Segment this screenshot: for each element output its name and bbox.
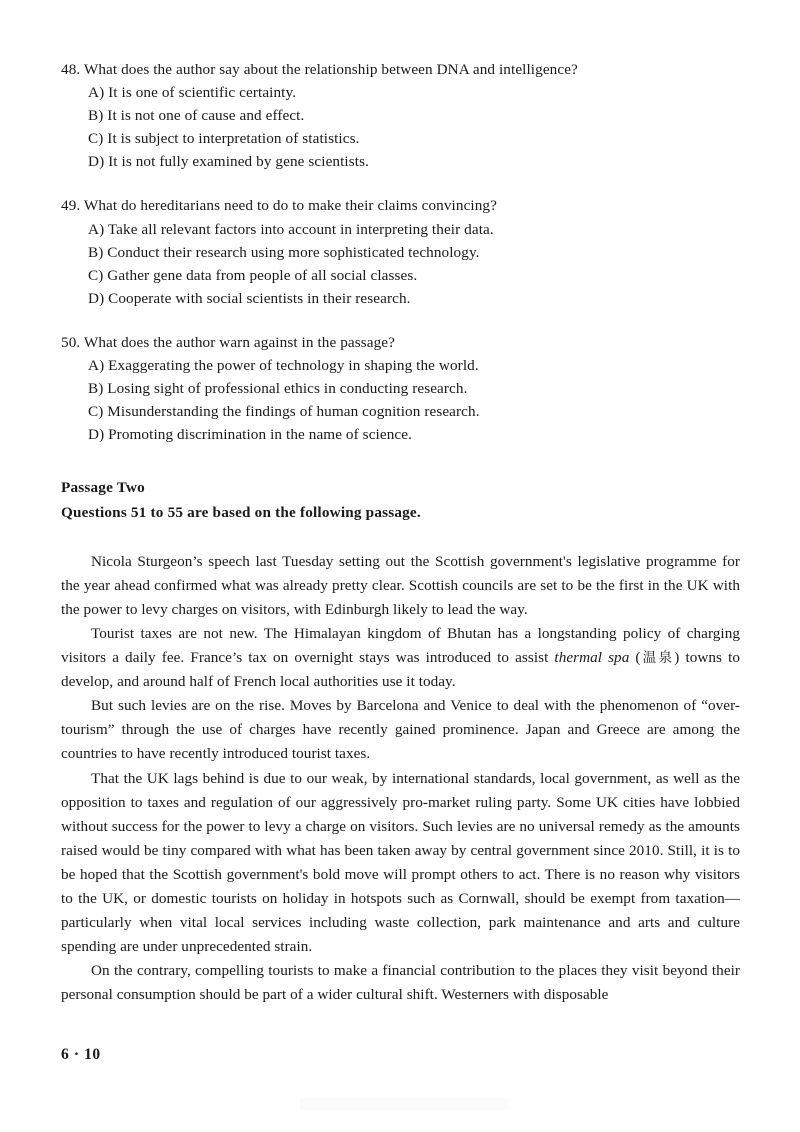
passage-paragraph: But such levies are on the rise. Moves by Barcelona and Venice to deal with the phenomenon of “over-tourism” through the use of charges have recently gained prominence. Japan and Greece are among the countries to have recently introduced tourist taxes. xyxy=(61,697,740,763)
question-option[interactable]: C) Gather gene data from people of all social classes. xyxy=(88,266,418,284)
question-option[interactable]: B) It is not one of cause and effect. xyxy=(88,107,305,125)
question-option[interactable]: A) Take all relevant factors into account in interpreting their data. xyxy=(88,220,494,238)
passage-paragraph: On the contrary, compelling tourists to make a financial contribution to the places they visit beyond their personal consumption should be part of a wider cultural shift. Westerners with disposable xyxy=(61,962,740,1004)
passage-instruction: Questions 51 to 55 are based on the following passage. xyxy=(61,504,421,522)
passage-paragraph: That the UK lags behind is due to our weak, by international standards, local government, as well as the opposition to taxes and regulation of our aggressively pro-market ruling party. Some UK cities have lobbied without success for the power to levy a charge on visitors. Such levies are no universal remedy as the amounts raised would be tiny compared with what has been taken away by central government since 2010. Still, it is to be hoped that the Scottish government's bold move will prompt others to act. There is no reason why visitors to the UK, or domestic tourists on holiday in hotspots such as Cornwall, should be exempt from taxation—particularly when vital local services including waste collection, park maintenance and arts and culture spending are under unprecedented strain. xyxy=(61,769,740,956)
question-option[interactable]: C) It is subject to interpretation of statistics. xyxy=(88,130,360,148)
question-option[interactable]: A) Exaggerating the power of technology in shaping the world. xyxy=(88,357,479,375)
question-stem: 48. What does the author say about the relationship between DNA and intelligence? xyxy=(61,61,578,78)
paragraph-text-segment: ) towns to develop, and around half of French local authorities use it today. xyxy=(61,649,740,691)
question-stem: 50. What does the author warn against in the passage? xyxy=(61,333,395,351)
passage-paragraph xyxy=(61,622,740,694)
question-option[interactable]: B) Conduct their research using more sophisticated technology. xyxy=(88,243,480,261)
passage-paragraph: Nicola Sturgeon’s speech last Tuesday setting out the Scottish government's legislative programme for the year ahead confirmed what was already pretty clear. Scottish councils are set to be the first in the UK with the power to levy charges on visitors, with Edinburgh likely to lead the way. xyxy=(61,552,740,618)
question-option[interactable]: D) It is not fully examined by gene scientists. xyxy=(88,153,369,171)
question-block xyxy=(61,58,740,173)
italic-term: thermal spa xyxy=(554,649,630,667)
page-footer: 6 · 10 xyxy=(61,1046,101,1063)
question-option[interactable]: A) It is one of scientific certainty. xyxy=(88,84,297,102)
page-content xyxy=(61,58,740,1007)
question-stem: 49. What do hereditarians need to do to make their claims convincing? xyxy=(61,197,497,215)
passage-heading xyxy=(61,476,740,525)
question-option[interactable]: C) Misunderstanding the findings of human cognition research. xyxy=(88,403,480,421)
paragraph-text-segment: Tourist taxes are not new. The Himalayan kingdom of Bhutan has a longstanding policy of charging visitors a daily fee. France’s tax on overnight stays was introduced to assist xyxy=(61,624,740,667)
passage-title: Passage Two xyxy=(61,479,145,497)
passage-body xyxy=(61,550,740,1008)
question-block xyxy=(61,194,740,309)
question-option[interactable]: D) Promoting discrimination in the name of science. xyxy=(88,426,412,444)
question-option[interactable]: B) Losing sight of professional ethics in conducting research. xyxy=(88,380,468,398)
question-option[interactable]: D) Cooperate with social scientists in their research. xyxy=(88,289,411,307)
paragraph-text-segment: ( xyxy=(629,649,641,667)
scan-artifact xyxy=(300,1098,510,1110)
question-block xyxy=(61,331,740,446)
chinese-gloss: 温泉 xyxy=(640,650,675,667)
